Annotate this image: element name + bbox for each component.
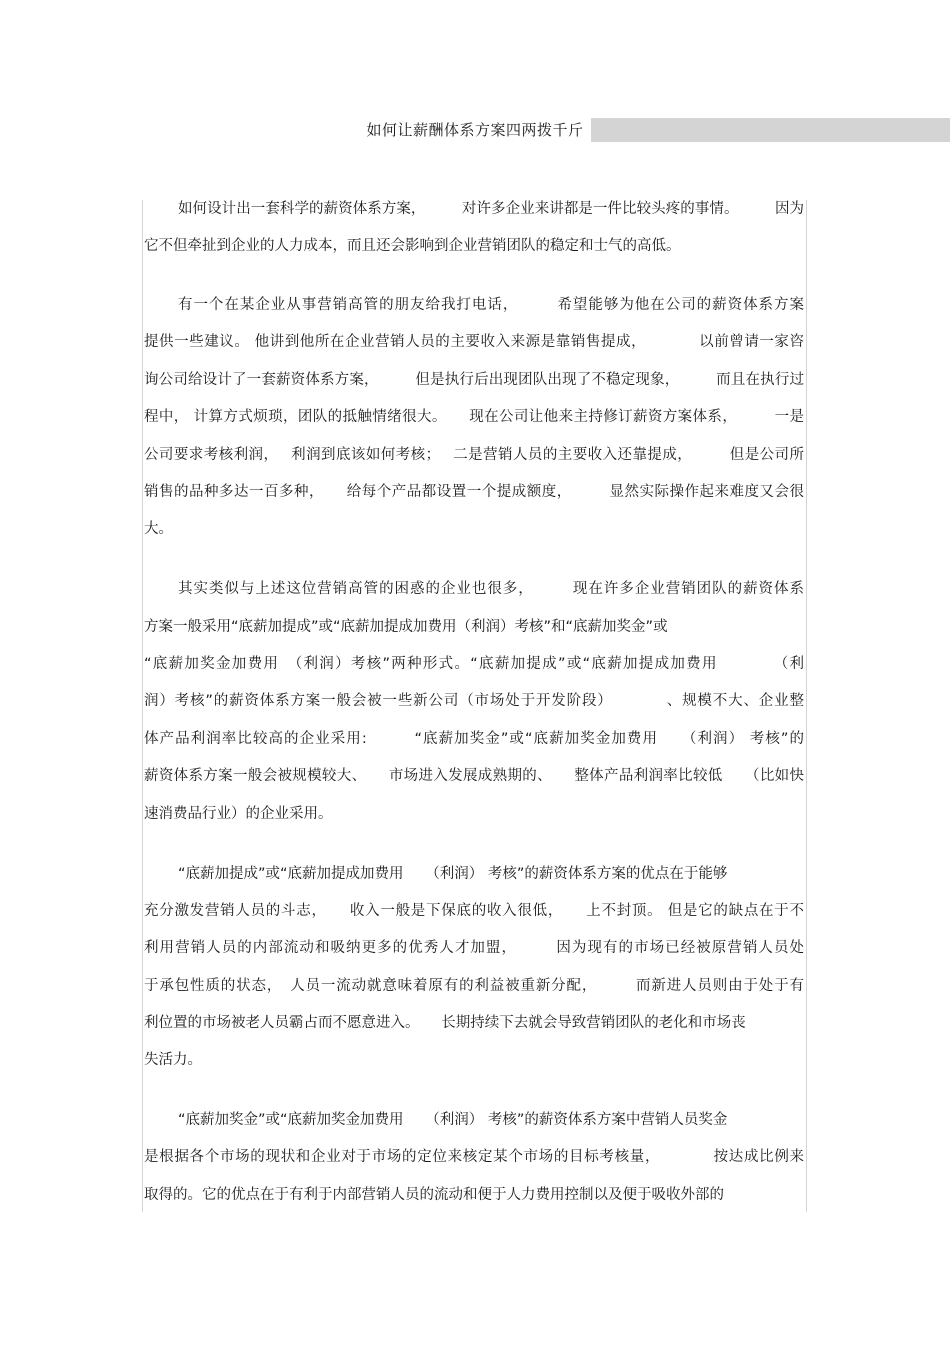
text-line: 润）考核”的薪资体系方案一般会被一些新公司（市场处于开发阶段） 、规模不大、企业整 <box>144 693 804 709</box>
text-line: 是根据各个市场的现状和企业对于市场的定位来核定某个市场的目标考核量， 按达成比例来 <box>144 1149 804 1165</box>
text-line: 如何设计出一套科学的薪资体系方案， 对许多企业来讲都是一件比较头疼的事情。 因为 <box>178 201 804 217</box>
text-line: 询公司给设计了一套薪资体系方案， 但是执行后出现团队出现了不稳定现象， 而且在执行过 <box>144 372 804 388</box>
left-margin-line <box>142 200 143 1212</box>
text-line: 提供一些建议。 他讲到他所在企业营销人员的主要收入来源是靠销售提成， 以前曾请一家咨 <box>144 334 804 350</box>
text-line: 程中， 计算方式烦琐，团队的抵触情绪很大。 现在公司让他来主持修订薪资方案体系， 一是 <box>144 409 804 425</box>
text-line: “底薪加提成”或“底薪加提成加费用 （利润） 考核”的薪资体系方案的优点在于能够 <box>178 866 728 882</box>
text-line: 利位置的市场被老人员霸占而不愿意进入。 长期持续下去就会导致营销团队的老化和市场丧 <box>144 1015 746 1031</box>
text-line: 体产品利润率比较高的企业采用: “底薪加奖金”或“底薪加奖金加费用 （利润） 考核”的 <box>144 731 804 747</box>
text-line: 薪资体系方案一般会被规模较大、 市场进入发展成熟期的、 整体产品利润率比较低 （比如快 <box>144 768 804 784</box>
text-line: 充分激发营销人员的斗志， 收入一般是下保底的收入很低， 上不封顶。 但是它的缺点在于不 <box>144 903 804 919</box>
text-line: 它不但牵扯到企业的人力成本，而且还会影响到企业营销团队的稳定和士气的高低。 <box>144 238 681 254</box>
text-line: 速消费品行业）的企业采用。 <box>144 806 333 822</box>
text-line: 方案一般采用“底薪加提成”或“底薪加提成加费用（利润）考核”和“底薪加奖金”或 <box>144 619 668 635</box>
text-line: 于承包性质的状态， 人员一流动就意味着原有的利益被重新分配， 而新进人员则由于处于有 <box>144 978 804 994</box>
text-line: 公司要求考核利润， 利润到底该如何考核； 二是营销人员的主要收入还靠提成， 但是公司所 <box>144 447 804 463</box>
right-margin-line <box>806 200 807 1212</box>
text-line: 销售的品种多达一百多种， 给每个产品都设置一个提成额度， 显然实际操作起来难度又会很 <box>144 484 804 500</box>
text-line: “底薪加奖金加费用 （利润）考核”两种形式。“底薪加提成”或“底薪加提成加费用 （利 <box>144 656 804 672</box>
page-title: 如何让薪酬体系方案四两拨千斤 <box>366 121 584 139</box>
text-line: 利用营销人员的内部流动和吸纳更多的优秀人才加盟， 因为现有的市场已经被原营销人员处 <box>144 940 804 956</box>
text-line: 其实类似与上述这位营销高管的困惑的企业也很多， 现在许多企业营销团队的薪资体系 <box>178 581 804 597</box>
text-line: “底薪加奖金”或“底薪加奖金加费用 （利润） 考核”的薪资体系方案中营销人员奖金 <box>178 1112 728 1128</box>
text-line: 取得的。它的优点在于有利于内部营销人员的流动和便于人力费用控制以及便于吸收外部的 <box>144 1187 724 1203</box>
text-line: 失活力。 <box>144 1052 202 1068</box>
text-line: 大。 <box>144 521 173 537</box>
text-line: 有一个在某企业从事营销高管的朋友给我打电话， 希望能够为他在公司的薪资体系方案 <box>178 297 804 313</box>
